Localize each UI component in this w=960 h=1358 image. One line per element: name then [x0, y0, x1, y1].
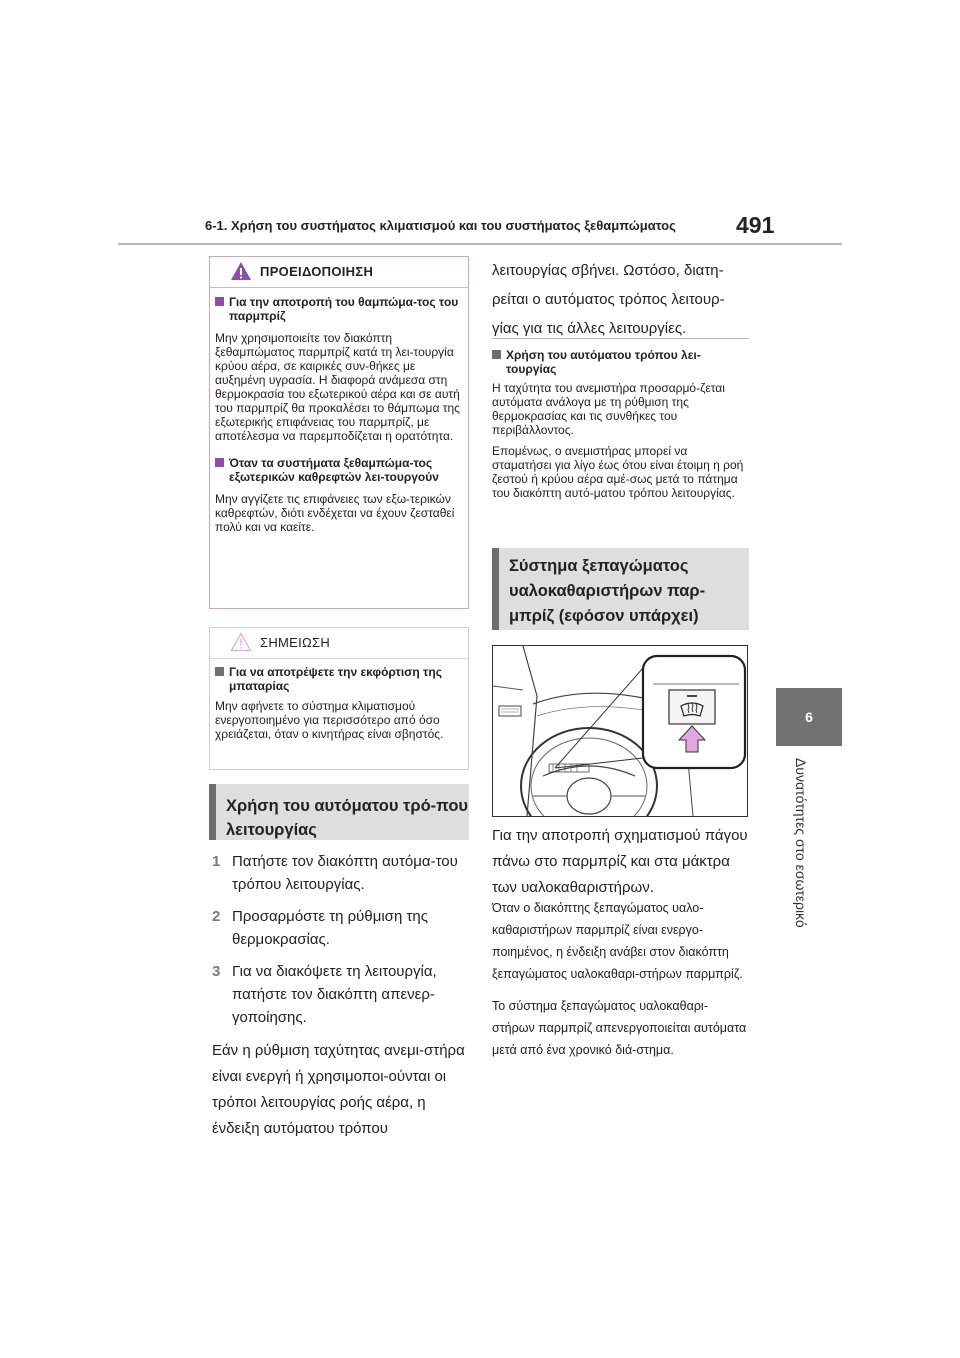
page-number: 491	[736, 212, 775, 238]
section-heading-wiper-deicer: Σύστημα ξεπαγώματος υαλοκαθαριστήρων παρ-μπρίζ (εφόσον υπάρχει)	[492, 548, 749, 630]
note-triangle-icon	[230, 632, 252, 652]
section-heading-auto-mode: Χρήση του αυτόματου τρό-που λειτουργίας	[209, 784, 469, 840]
warning-subheading-mirrors	[215, 456, 461, 484]
bullet-square	[215, 458, 224, 467]
note-subheading-text: Για να αποτρέψετε την εκφόρτιση της μπαταρίας	[229, 665, 442, 693]
wiper-deicer-lead: Για την αποτροπή σχηματισμού πάγου πάνω στο παρμπρίζ και στα μάκτρα των υαλοκαθαριστήρων.	[492, 827, 748, 896]
running-header: 6-1. Χρήση του συστήματος κλιματισμού και του συστήματος ξεθαμπώματος	[205, 218, 676, 233]
auto-mode-info	[492, 348, 750, 500]
warning-subheading-fog	[215, 295, 461, 323]
auto-mode-paragraph-continued: λειτουργίας σβήνει. Ωστόσο, διατη-ρείται ο αυτόματος τρόπος λειτουρ-γίας για τις άλλες λειτουργίες.	[492, 262, 725, 337]
step-number: 2	[212, 908, 221, 925]
chapter-number: 6	[805, 709, 813, 725]
dashboard-drawing	[493, 646, 748, 817]
note-subheading	[215, 665, 461, 693]
auto-info-subheading-text: Χρήση του αυτόματου τρόπου λει-τουργίας	[506, 348, 701, 376]
step-text: Προσαρμόστε τη ρύθμιση της θερμοκρασίας.	[232, 908, 428, 948]
bullet-square	[492, 350, 501, 359]
note-text: Μην αφήνετε το σύστημα κλιματισμού ενεργοποιημένο για περισσότερο από όσο χρειάζεται, όταν ο κινητήρας είναι σβηστός.	[215, 699, 444, 741]
dashboard-illustration	[492, 645, 748, 817]
note-box	[209, 627, 469, 770]
auto-info-text-2: Επομένως, ο ανεμιστήρας μπορεί να σταματήσει για λίγο έως ότου είναι έτοιμη η ροή ζεστού ή κρύου αέρα αμέ-σως μετά το πάτημα του διακόπτη αυτό-ματου τρόπου λειτουργίας.	[492, 444, 744, 500]
warning-header	[210, 257, 468, 288]
steps-list	[212, 850, 474, 1142]
note-header	[210, 628, 468, 659]
step-text: Για να διακόψετε τη λειτουργία, πατήστε τον διακόπτη απενερ-γοποίησης.	[232, 963, 437, 1026]
auto-mode-paragraph: Εάν η ρύθμιση ταχύτητας ανεμι-στήρα είναι ενεργή ή χρησιμοποι-ούνται οι τρόποι λειτουργίας ροής αέρα, η ένδειξη αυτόματου τρόπου	[212, 1042, 465, 1137]
warning-box	[209, 256, 469, 609]
bullet-square	[215, 297, 224, 306]
warning-text-fog: Μην χρησιμοποιείτε τον διακόπτη ξεθαμπώματος παρμπρίζ κατά τη λει-τουργία κρύου αέρα, σε καιρικές συν-θήκες με αυξημένη υγρασία. Η διαφορά ανάμεσα στη θερμοκρασία του εξωτερικού αέρα και σε αυτή του παρμπρίζ θα προκαλέσει το θάμπωμα της εξωτερικής επιφάνειας του παρμπρίζ, με αποτέλεσμα να παρεμποδίζεται η ορατότητα.	[215, 331, 460, 443]
step-number: 1	[212, 853, 221, 870]
wiper-deicer-text-1: Όταν ο διακόπτης ξεπαγώματος υαλο-καθαριστήρων παρμπρίζ είναι ενεργο-ποιημένος, η ένδειξη ανάβει στον διακόπτη ξεπαγώματος υαλοκαθαρι-στήρων παρμπρίζ.	[492, 901, 743, 981]
step-item	[212, 905, 474, 951]
step-item	[212, 960, 474, 1029]
header-divider	[118, 243, 842, 245]
auto-info-text-1: Η ταχύτητα του ανεμιστήρα προσαρμό-ζεται αυτόματα ανάλογα με τη ρύθμιση της θερμοκρασίας και τις συνθήκες του περιβάλλοντος.	[492, 381, 725, 437]
note-title: ΣΗΜΕΙΩΣΗ	[260, 635, 331, 650]
chapter-tab[interactable]	[776, 688, 842, 746]
wiper-deicer-text-2: Το σύστημα ξεπαγώματος υαλοκαθαρι-στήρων παρμπρίζ απενεργοποιείται αυτόματα μετά από ένα χρονικό διά-στημα.	[492, 999, 747, 1057]
step-item	[212, 850, 474, 896]
warning-subheading-mirrors-text: Όταν τα συστήματα ξεθαμπώμα-τος εξωτερικών καθρεφτών λει-τουργούν	[229, 456, 439, 484]
warning-subheading-fog-text: Για την αποτροπή του θαμπώμα-τος του παρμπρίζ	[229, 295, 459, 323]
step-text: Πατήστε τον διακόπτη αυτόμα-του τρόπου λειτουργίας.	[232, 853, 458, 893]
divider	[492, 338, 749, 339]
chapter-title: Δυνατότητες στο εσωτερικό	[793, 758, 809, 928]
step-number: 3	[212, 963, 221, 980]
warning-text-mirrors: Μην αγγίζετε τις επιφάνειες των εξω-τερικών καθρεφτών, διότι ενδέχεται να έχουν ζεσταθεί πολύ και να καείτε.	[215, 492, 455, 534]
warning-title: ΠΡΟΕΙΔΟΠΟΙΗΣΗ	[260, 264, 374, 279]
warning-triangle-icon	[230, 261, 252, 281]
bullet-square	[215, 667, 224, 676]
chapter-title-vertical	[793, 758, 818, 928]
auto-info-subheading	[492, 348, 750, 376]
